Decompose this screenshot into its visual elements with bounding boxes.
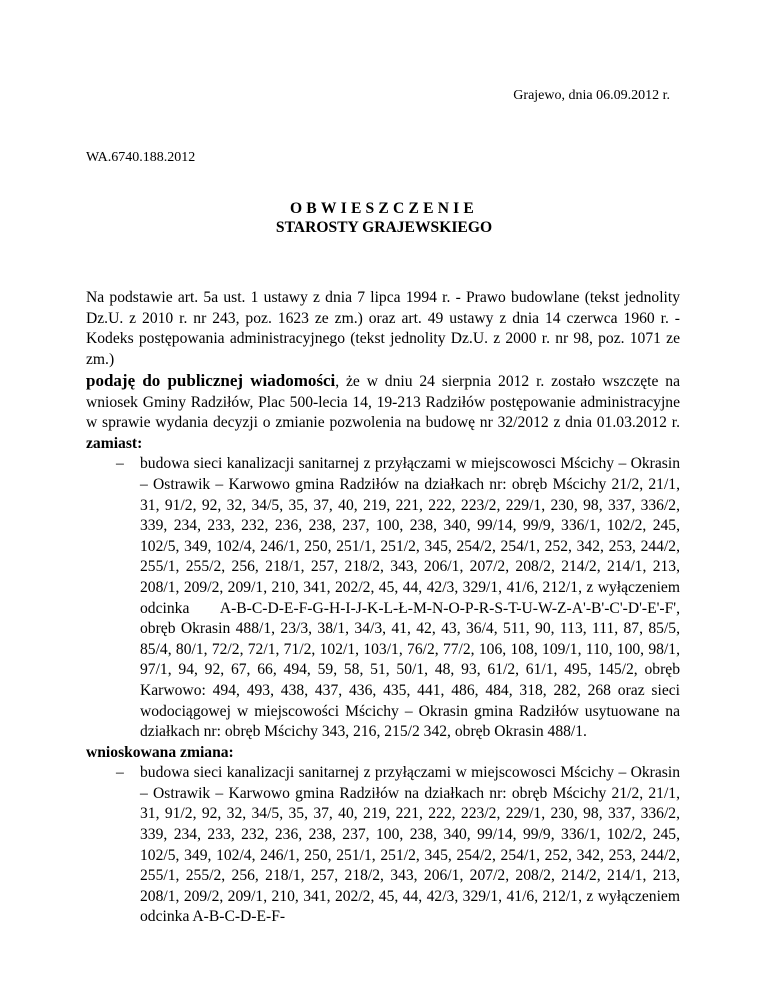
change-label: wnioskowana zmiana: — [86, 743, 234, 761]
announcement-body — [86, 371, 680, 928]
instead-label: zamiast: — [86, 434, 143, 452]
announcement-lead-text: , że w dniu 24 sierpnia 2012 r. zostało wszczęte na wniosek Gminy Radziłów, Plac 500-lecia 14, 19-213 Radziłów postępowanie administracyjne w sprawie wydania decyzji o zmianie pozwolenia na budowę nr 32/2012 z dnia 01.03.2012 r. — [86, 373, 680, 432]
legal-basis-paragraph — [86, 288, 680, 370]
announcement-lead-bold: podaję do publicznej wiadomości — [86, 371, 336, 390]
title-obwieszczenie: OBWIESZCZENIE — [289, 200, 479, 217]
change-item-text: budowa sieci kanalizacji sanitarnej z przyłączami w miejscowosci Mścichy – Okrasin – Ostrawik – Karwowo gmina Radziłów na działkach nr: obręb Mścichy 21/2, 21/1, 31, 91/2, 92, 32, 34/5, 35, 37, 40, 219, 221, 222, 223/2, 229/1, 230, 98, 337, 336/2, 339, 234, 233, 232, 236, 238, 237, 100, 238, 340, 99/14, 99/9, 336/1, 102/2, 245, 102/5, 349, 102/4, 246/1, 250, 251/1, 251/2, 345, 254/2, 254/1, 252, 342, 253, 244/2, 255/1, 255/2, 256, 218/1, 257, 218/2, 343, 206/1, 207/2, 208/2, 214/2, 214/1, 213, 208/1, 209/2, 209/1, 210, 341, 202/2, 45, 44, 42/3, 329/1, 41/6, 212/1, z wyłączeniem odcinka A-B-C-D-E-F- — [140, 764, 680, 926]
change-list-item — [86, 763, 680, 928]
date-line: Grajewo, dnia 06.09.2012 r. — [513, 88, 670, 103]
instead-item-text: budowa sieci kanalizacji sanitarnej z przyłączami w miejscowosci Mścichy – Okrasin – Ostrawik – Karwowo gmina Radziłów na działkach nr: obręb Mścichy 21/2, 21/1, 31, 91/2, 92, 32, 34/5, 35, 37, 40, 219, 221, 222, 223/2, 229/1, 230, 98, 337, 336/2, 339, 234, 233, 232, 236, 238, 237, 100, 238, 340, 99/14, 99/9, 336/1, 102/2, 245, 102/5, 349, 102/4, 246/1, 250, 251/1, 251/2, 345, 254/2, 254/1, 252, 342, 253, 244/2, 255/1, 255/2, 256, 218/1, 257, 218/2, 343, 206/1, 207/2, 208/2, 214/2, 214/1, 213, 208/1, 209/2, 209/1, 210, 341, 202/2, 45, 44, 42/3, 329/1, 41/6, 212/1, z wyłączeniem odcinka A-B-C-D-E-F-G-H-I-J-K-L-Ł-M-N-O-P-R-S-T-U-W-Z-A'-B'-C'-D'-E'-F', obręb Okrasin 488/1, 23/3, 38/1, 34/3, 41, 42, 43, 36/4, 511, 90, 113, 111, 87, 85/5, 85/4, 80/1, 72/2, 72/1, 71/2, 102/1, 103/1, 76/2, 77/2, 106, 108, 109/1, 110, 100, 98/1, 97/1, 94, 92, 67, 66, 494, 59, 58, 51, 50/1, 48, 93, 61/2, 61/1, 495, 145/2, obręb Karwowo: 494, 493, 438, 437, 436, 435, 441, 486, 484, 318, 282, 268 oraz sieci wodociągowej w miejscowości Mścichy – Okrasin gmina Radziłów usytuowane na działkach nr: obręb Mścichy 343, 216, 215/2 342, obręb Okrasin 488/1. — [140, 455, 680, 741]
document-title — [0, 199, 768, 237]
instead-list-dash: – — [116, 455, 124, 473]
legal-basis-text: Na podstawie art. 5a ust. 1 ustawy z dnia 7 lipca 1994 r. - Prawo budowlane (tekst jednolity Dz.U. z 2010 r. nr 243, poz. 1623 ze zm.) oraz art. 49 ustawy z dnia 14 czerwca 1960 r. - Kodeks postępowania administracyjnego (tekst jednolity Dz.U. z 2000 r. nr 98, poz. 1071 ze zm.) — [86, 289, 680, 368]
title-starosta: STAROSTY GRAJEWSKIEGO — [275, 219, 493, 236]
announcement-lead — [86, 371, 680, 454]
instead-list-item — [86, 454, 680, 742]
change-list-dash: – — [116, 764, 124, 782]
reference-number: WA.6740.188.2012 — [86, 150, 196, 165]
